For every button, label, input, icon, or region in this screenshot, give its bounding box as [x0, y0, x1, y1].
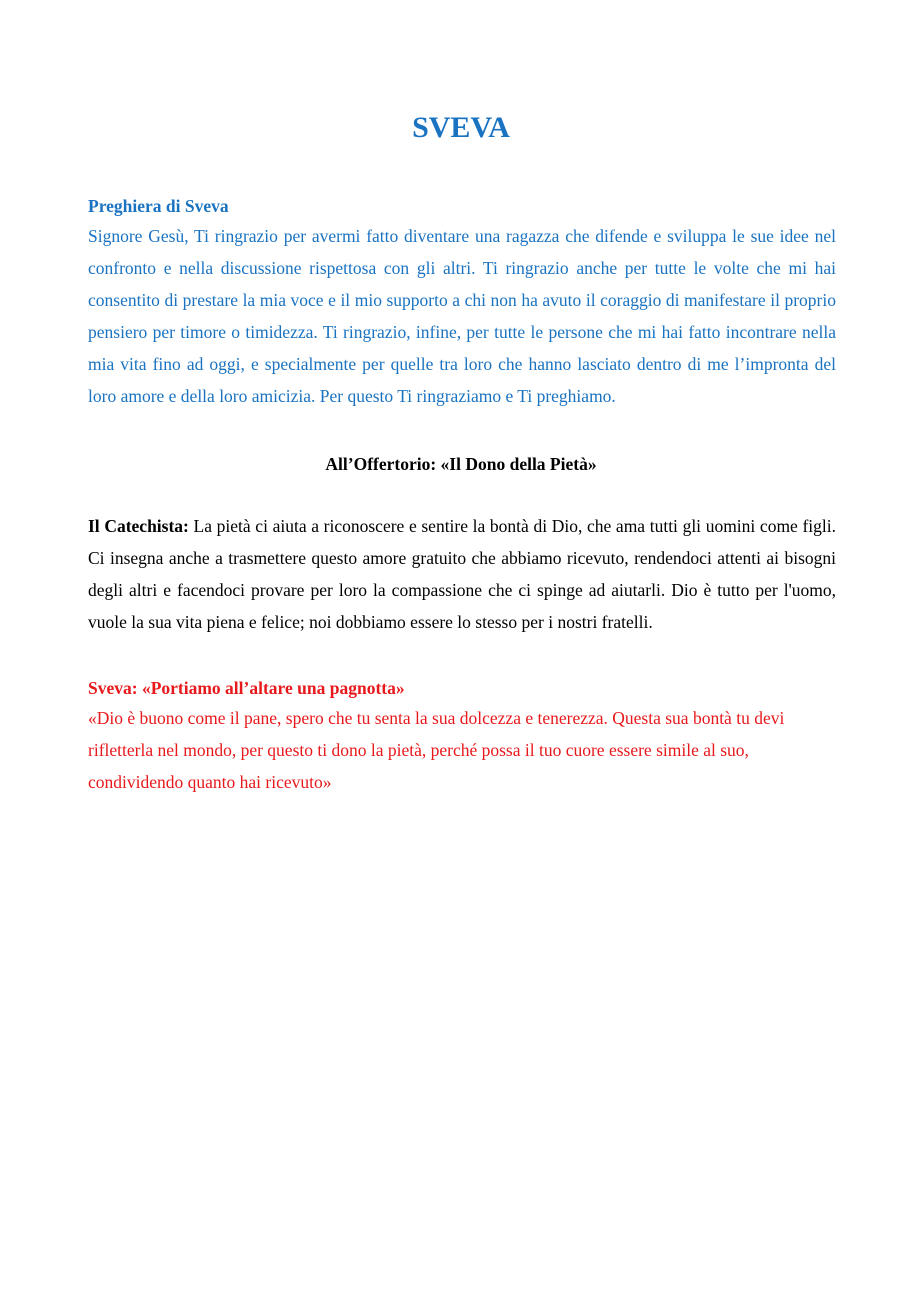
- sveva-heading: Sveva: «Portiamo all’altare una pagnotta»: [88, 678, 405, 698]
- offertory-heading: All’Offertorio: «Il Dono della Pietà»: [325, 454, 597, 474]
- prayer-section: [88, 192, 836, 412]
- page-title: SVEVA: [412, 111, 510, 144]
- prayer-body: Signore Gesù, Ti ringrazio per avermi fatto diventare una ragazza che difende e sviluppa le sue idee nel confronto e nella discussione rispettosa con gli altri. Ti ringrazio anche per tutte le volte che mi hai consentito di prestare la mia voce e il mio supporto a chi non ha avuto il coraggio di manifestare il proprio pensiero per timore o timidezza. Ti ringrazio, infine, per tutte le persone che mi hai fatto incontrare nella mia vita fino ad oggi, e specialmente per quelle tra loro che hanno lasciato dentro di me l’impronta del loro amore e della loro amicizia. Per questo Ti ringraziamo e Ti preghiamo.: [88, 226, 836, 406]
- sveva-line: condividendo quanto hai ricevuto»: [88, 772, 332, 792]
- sveva-line: rifletterla nel mondo, per questo ti dono la pietà, perché possa il tuo cuore essere simile al suo,: [88, 740, 749, 760]
- sveva-body: [88, 702, 836, 798]
- catechist-body: La pietà ci aiuta a riconoscere e sentire la bontà di Dio, che ama tutti gli uomini come figli. Ci insegna anche a trasmettere questo amore gratuito che abbiamo ricevuto, rendendoci attenti ai bisogni degli altri e facendoci provare per loro la compassione che ci spinge ad aiutarli. Dio è tutto per l'uomo, vuole la sua vita piena e felice; noi dobbiamo essere lo stesso per i nostri fratelli.: [88, 516, 837, 632]
- sveva-section: [88, 674, 836, 798]
- catechist-speaker: Il Catechista:: [88, 516, 189, 536]
- prayer-heading: Preghiera di Sveva: [88, 196, 229, 216]
- sveva-line: «Dio è buono come il pane, spero che tu senta la sua dolcezza e tenerezza. Questa sua bontà tu devi: [88, 708, 785, 728]
- catechist-paragraph: [88, 510, 836, 638]
